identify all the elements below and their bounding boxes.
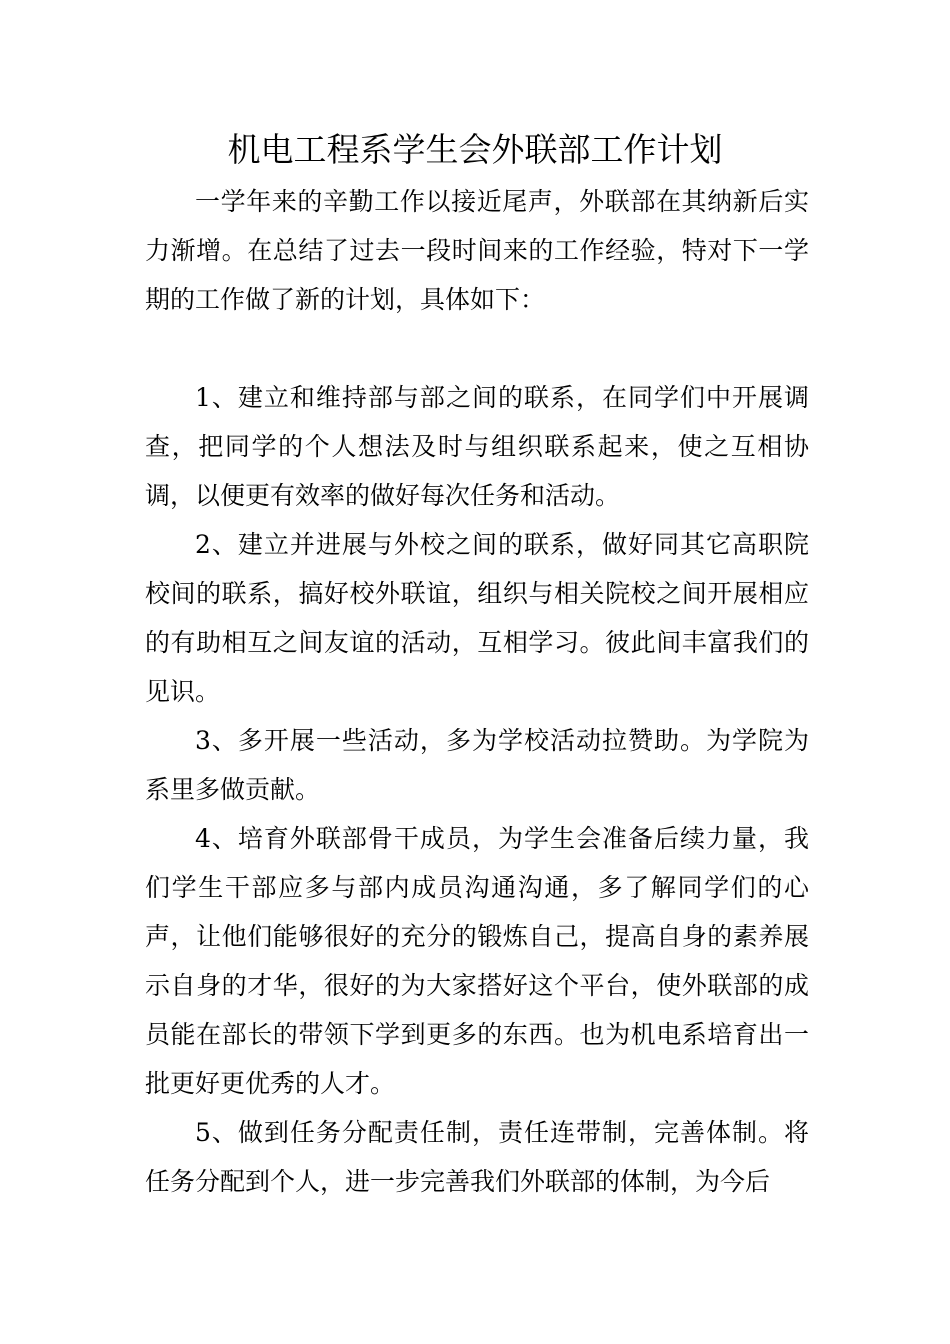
plan-item-5: 5、做到任务分配责任制，责任连带制，完善体制。将任务分配到个人，进一步完善我们外联部的体制，为今后 (145, 1118, 809, 1196)
intro-paragraph: 一学年来的辛勤工作以接近尾声，外联部在其纳新后实力渐增。在总结了过去一段时间来的工作经验，特对下一学期的工作做了新的计划，具体如下： (145, 187, 809, 314)
document-title: 机电工程系学生会外联部工作计划 (227, 130, 723, 169)
plan-item-list (145, 373, 809, 1206)
plan-item-2: 2、建立并进展与外校之间的联系，做好同其它高职院校间的联系，搞好校外联谊，组织与相关院校之间开展相应的有助相互之间友谊的活动，互相学习。彼此间丰富我们的见识。 (145, 530, 809, 706)
document-body (145, 177, 809, 1206)
plan-item-3: 3、多开展一些活动，多为学校活动拉赞助。为学院为系里多做贡献。 (145, 726, 809, 804)
plan-item-4: 4、培育外联部骨干成员，为学生会准备后续力量，我们学生干部应多与部内成员沟通沟通，多了解同学们的心声，让他们能够很好的充分的锻炼自己，提高自身的素养展示自身的才华，很好的为大家搭好这个平台，使外联部的成员能在部长的带领下学到更多的东西。也为机电系培育出一批更好更优秀的人才。 (145, 824, 809, 1098)
plan-item-1: 1、建立和维持部与部之间的联系，在同学们中开展调查，把同学的个人想法及时与组织联系起来，使之互相协调，以便更有效率的做好每次任务和活动。 (145, 383, 809, 510)
